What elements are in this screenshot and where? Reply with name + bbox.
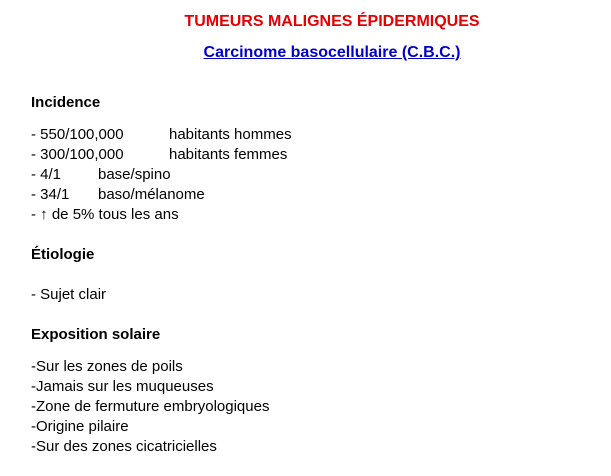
incidence-value: - 34/1	[31, 186, 70, 203]
incidence-row	[31, 145, 288, 165]
incidence-row	[31, 185, 205, 205]
incidence-value: - 4/1	[31, 166, 62, 183]
heading-incidence: Incidence	[31, 94, 101, 111]
trend-prefix: -	[31, 206, 41, 223]
incidence-row	[31, 125, 292, 145]
incidence-row	[31, 165, 171, 185]
incidence-value: - 550/100,000	[31, 126, 124, 143]
list-item: -Origine pilaire	[31, 418, 129, 435]
heading-exposition: Exposition solaire	[31, 326, 161, 343]
incidence-trend	[31, 205, 179, 225]
page-title: TUMEURS MALIGNES ÉPIDERMIQUES	[184, 13, 480, 30]
list-item: -Zone de fermuture embryologiques	[31, 398, 270, 415]
heading-etiologie: Étiologie	[31, 246, 95, 263]
list-item: -Sur les zones de poils	[31, 358, 183, 375]
incidence-label: habitants hommes	[169, 126, 292, 143]
incidence-label: habitants femmes	[169, 146, 288, 163]
list-item: - Sujet clair	[31, 286, 107, 303]
incidence-value: - 300/100,000	[31, 146, 124, 163]
list-item: -Jamais sur les muqueuses	[31, 378, 214, 395]
incidence-label: baso/mélanome	[98, 186, 205, 203]
page-subtitle: Carcinome basocellulaire (C.B.C.)	[203, 44, 461, 61]
up-arrow-icon: ↑	[40, 206, 48, 223]
incidence-label: base/spino	[98, 166, 171, 183]
list-item: -Sur des zones cicatricielles	[31, 438, 217, 455]
trend-text: de 5% tous les ans	[47, 206, 179, 223]
